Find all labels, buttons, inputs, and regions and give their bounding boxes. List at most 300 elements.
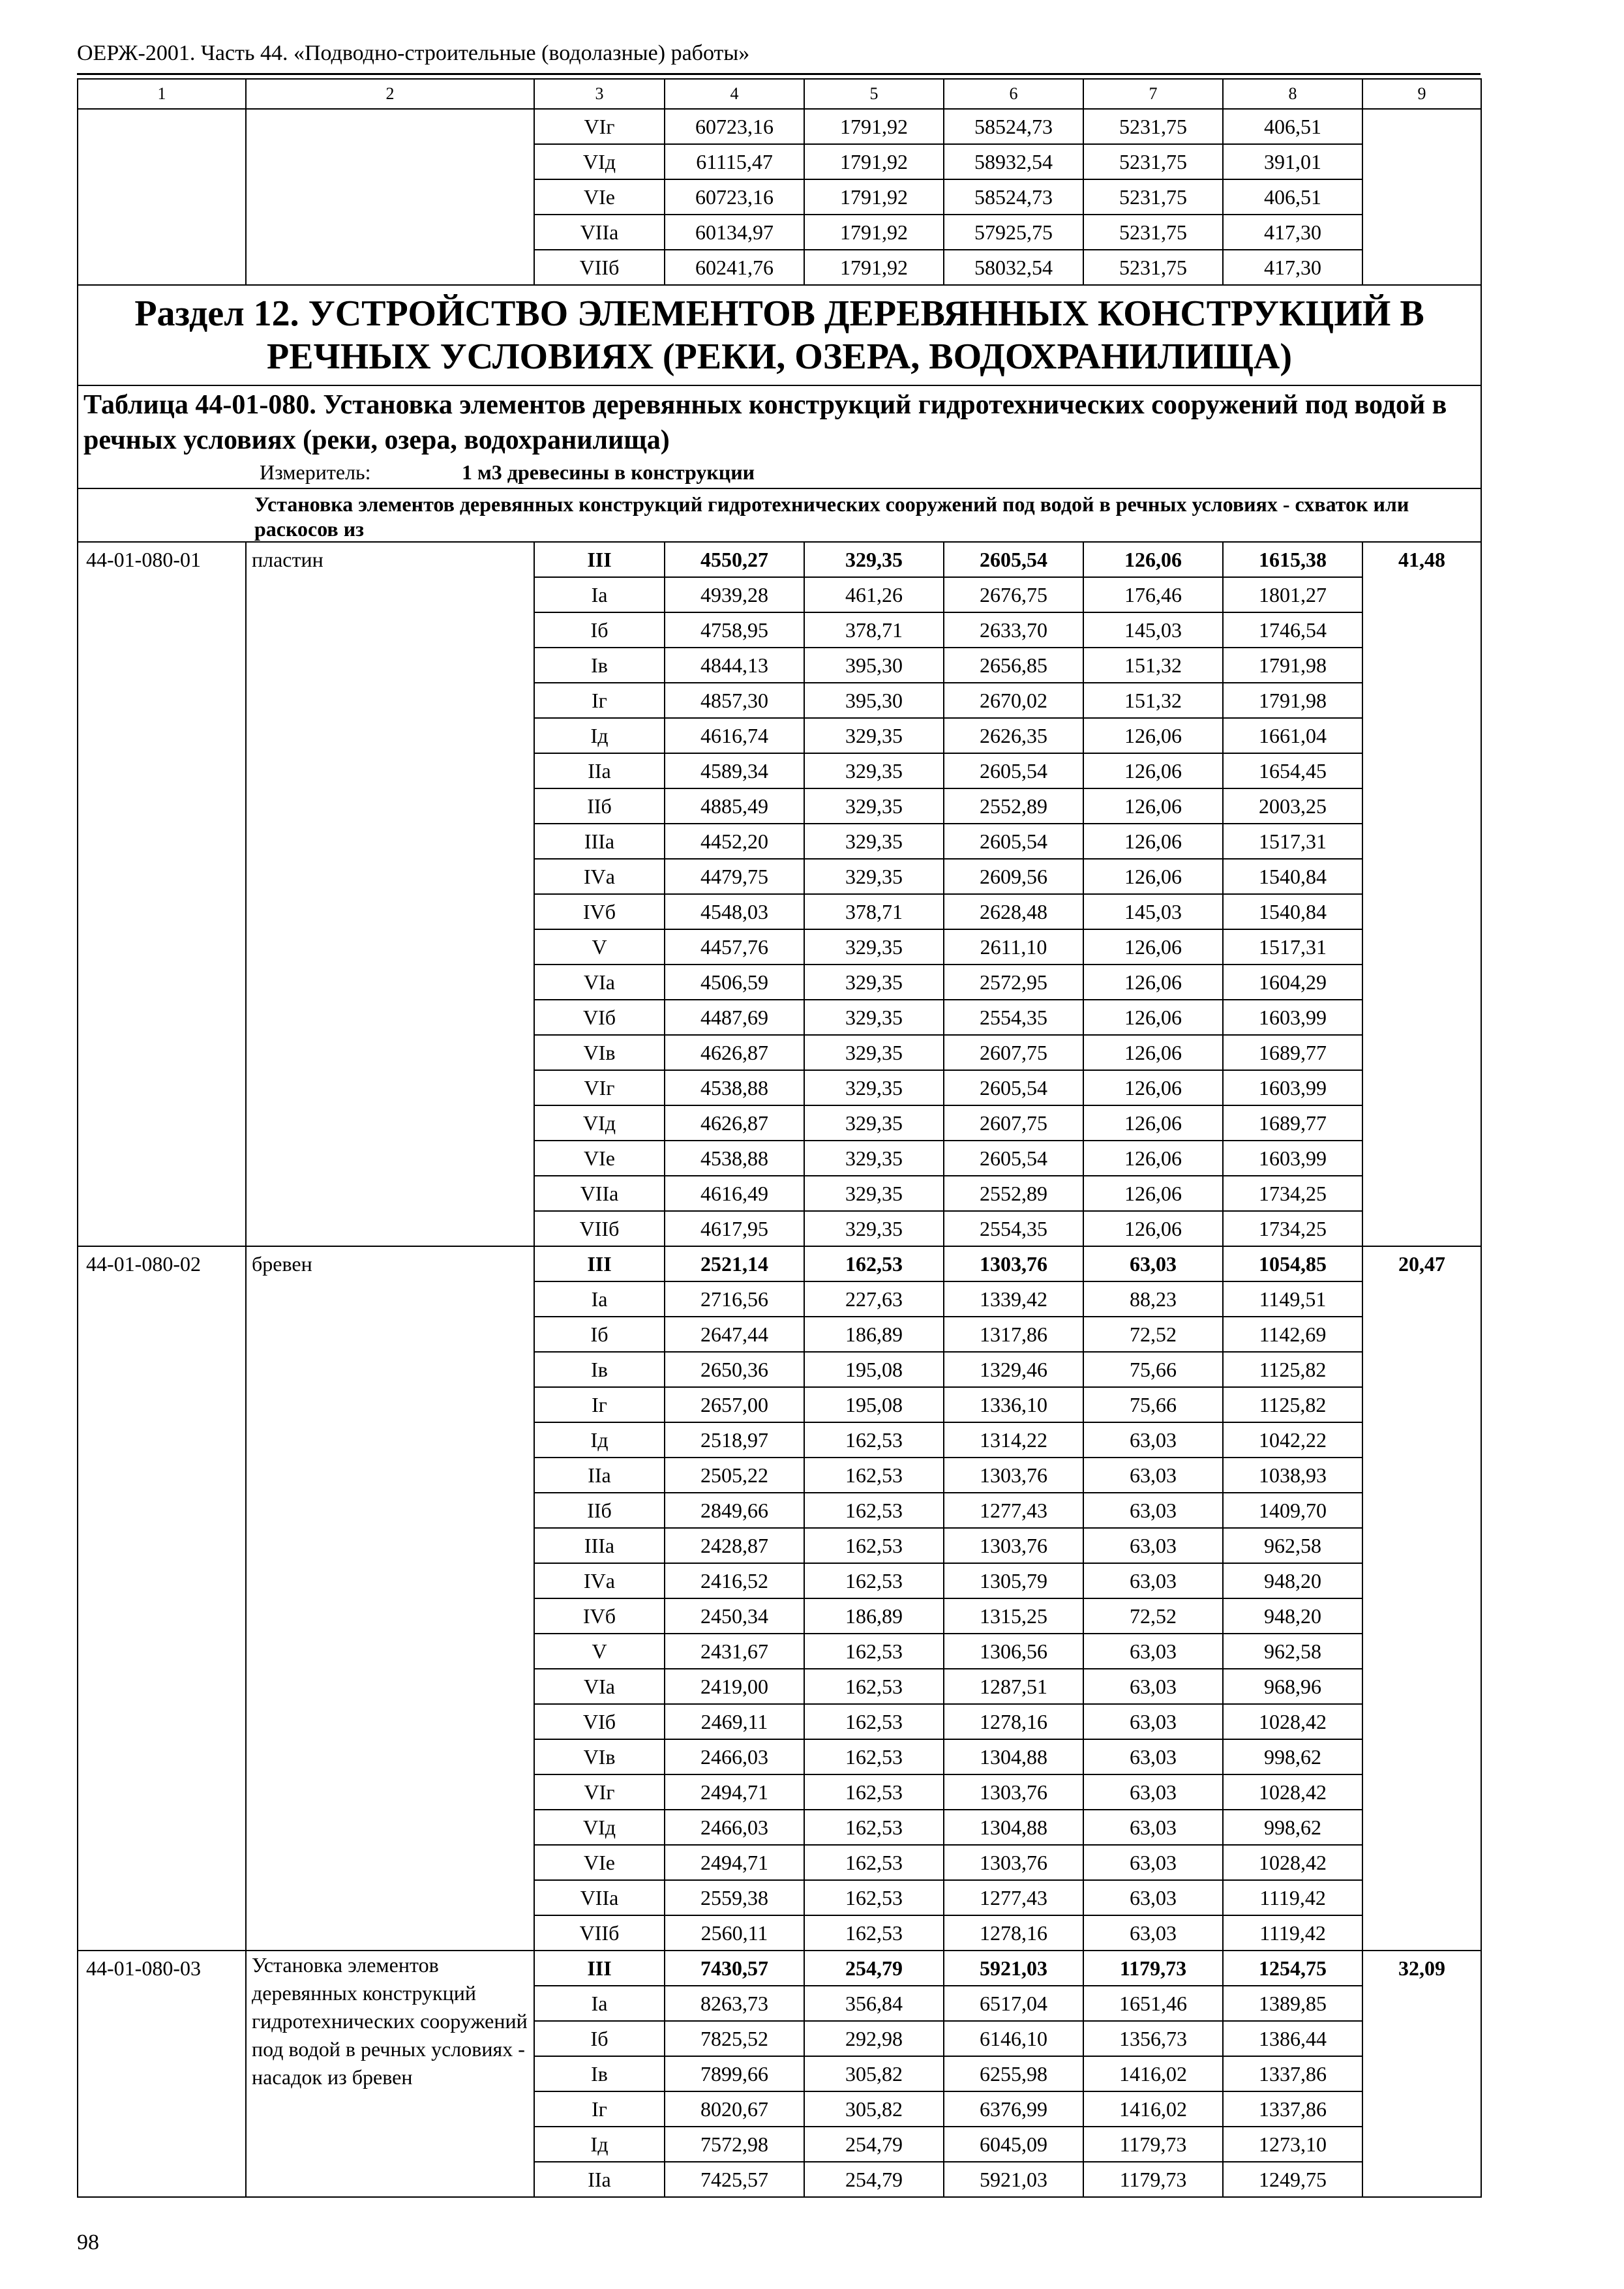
value-cell: 1317,86 [944,1317,1083,1352]
value-cell: 2494,71 [665,1845,804,1880]
value-cell: 6376,99 [944,2091,1083,2127]
value-cell: 2003,25 [1223,788,1362,824]
value-cell: 329,35 [804,859,944,894]
page-number: 98 [77,2230,99,2254]
zone-cell: VIе [534,1141,665,1176]
zone-cell: VIг [534,1774,665,1810]
value-cell: 1249,75 [1223,2162,1362,2197]
column-number: 5 [804,79,944,109]
code-cell: 44-01-080-01 [78,542,246,1246]
value-cell: 126,06 [1083,1141,1223,1176]
zone-cell: VIг [534,109,665,144]
value-cell: 6517,04 [944,1986,1083,2021]
value-cell: 2554,35 [944,1211,1083,1246]
value-cell: 4589,34 [665,753,804,788]
value-cell: 4626,87 [665,1035,804,1070]
value-cell: 1791,92 [804,250,944,285]
value-cell: 948,20 [1223,1598,1362,1634]
value-cell: 1303,76 [944,1845,1083,1880]
value-cell: 2419,00 [665,1669,804,1704]
value-cell: 151,32 [1083,683,1223,718]
table-row [78,542,1481,577]
value-cell: 1125,82 [1223,1387,1362,1422]
zone-cell: VIIа [534,1176,665,1211]
value-cell: 195,08 [804,1352,944,1387]
value-cell: 1356,73 [1083,2021,1223,2056]
value-cell: 4617,95 [665,1211,804,1246]
value-cell: 176,46 [1083,577,1223,612]
value-cell: 417,30 [1223,250,1362,285]
value-cell: 948,20 [1223,1563,1362,1598]
zone-cell: IIб [534,788,665,824]
page-header: ОЕРЖ-2001. Часть 44. «Подводно-строительные (водолазные) работы» [77,41,750,65]
value-cell: 58524,73 [944,109,1083,144]
value-cell: 1734,25 [1223,1211,1362,1246]
value-cell: 2656,85 [944,648,1083,683]
value-cell: 1540,84 [1223,894,1362,929]
section-title: Раздел 12. УСТРОЙСТВО ЭЛЕМЕНТОВ ДЕРЕВЯННЫХ КОНСТРУКЦИЙ В РЕЧНЫХ УСЛОВИЯХ (РЕКИ, ОЗЕРА, ВОДОХРАНИЛИЩА) [78,285,1481,385]
value-cell: 88,23 [1083,1281,1223,1317]
value-cell: 63,03 [1083,1669,1223,1704]
value-cell: 6255,98 [944,2056,1083,2091]
value-cell: 162,53 [804,1246,944,1281]
value-cell: 1303,76 [944,1528,1083,1563]
value-cell: 1329,46 [944,1352,1083,1387]
meter-label: Измеритель: [260,460,371,484]
value-cell: 378,71 [804,612,944,648]
zone-cell: Iд [534,718,665,753]
value-cell: 162,53 [804,1528,944,1563]
value-cell: 5231,75 [1083,250,1223,285]
zone-cell: IIIа [534,824,665,859]
zone-cell: Iд [534,1422,665,1458]
zone-cell: Iб [534,2021,665,2056]
value-cell: 186,89 [804,1598,944,1634]
zone-cell: IVб [534,1598,665,1634]
value-cell: 126,06 [1083,859,1223,894]
value-cell: 162,53 [804,1915,944,1951]
value-cell: 1125,82 [1223,1352,1362,1387]
value-cell: 63,03 [1083,1810,1223,1845]
value-cell: 126,06 [1083,1105,1223,1141]
value-cell: 1304,88 [944,1810,1083,1845]
zone-cell: IVа [534,1563,665,1598]
value-cell: 126,06 [1083,1211,1223,1246]
name-cell [246,109,534,285]
value-cell: 63,03 [1083,1774,1223,1810]
value-cell: 60723,16 [665,109,804,144]
code-cell: 44-01-080-02 [78,1246,246,1951]
value-cell: 1389,85 [1223,1986,1362,2021]
value-cell: 4844,13 [665,648,804,683]
value-cell: 5231,75 [1083,144,1223,179]
value-cell: 7430,57 [665,1951,804,1986]
value-cell: 60241,76 [665,250,804,285]
value-cell: 1314,22 [944,1422,1083,1458]
value-cell: 1416,02 [1083,2056,1223,2091]
value-cell: 63,03 [1083,1704,1223,1739]
column-number-row [78,79,1481,109]
column-number: 7 [1083,79,1223,109]
zone-cell: Iв [534,648,665,683]
value-cell: 60723,16 [665,179,804,215]
value-cell: 329,35 [804,718,944,753]
value-cell: 162,53 [804,1458,944,1493]
value-cell: 162,53 [804,1704,944,1739]
value-cell: 305,82 [804,2091,944,2127]
value-cell: 395,30 [804,683,944,718]
value-cell: 126,06 [1083,965,1223,1000]
value-cell: 1386,44 [1223,2021,1362,2056]
value-cell: 151,32 [1083,648,1223,683]
value-cell: 2657,00 [665,1387,804,1422]
value-cell: 2611,10 [944,929,1083,965]
value-cell: 162,53 [804,1669,944,1704]
value-cell: 162,53 [804,1493,944,1528]
group-description: Установка элементов деревянных конструкций гидротехнических сооружений под водой в речных условиях - схваток или раскосов из [78,488,1481,542]
zone-cell: Iг [534,2091,665,2127]
value-cell: 162,53 [804,1880,944,1915]
zone-cell: V [534,929,665,965]
value-cell: 2849,66 [665,1493,804,1528]
value-cell: 1278,16 [944,1704,1083,1739]
value-cell: 1517,31 [1223,824,1362,859]
value-cell: 4538,88 [665,1141,804,1176]
value-cell: 329,35 [804,824,944,859]
value-cell: 5231,75 [1083,179,1223,215]
value-cell: 1179,73 [1083,2127,1223,2162]
value-cell: 1791,92 [804,215,944,250]
value-cell: 4885,49 [665,788,804,824]
value-cell: 329,35 [804,1105,944,1141]
value-cell: 1689,77 [1223,1105,1362,1141]
value-cell: 2572,95 [944,965,1083,1000]
meter-value: 1 м3 древесины в конструкции [462,460,755,484]
value-cell: 186,89 [804,1317,944,1352]
value-cell: 162,53 [804,1739,944,1774]
column-number: 8 [1223,79,1362,109]
norm-cell [1362,109,1481,285]
value-cell: 2605,54 [944,753,1083,788]
value-cell: 2605,54 [944,1070,1083,1105]
zone-cell: IVа [534,859,665,894]
value-cell: 356,84 [804,1986,944,2021]
value-cell: 1337,86 [1223,2091,1362,2127]
value-cell: 4457,76 [665,929,804,965]
value-cell: 292,98 [804,2021,944,2056]
value-cell: 126,06 [1083,1035,1223,1070]
name-cell: пластин [246,542,534,1246]
value-cell: 1273,10 [1223,2127,1362,2162]
name-cell: бревен [246,1246,534,1951]
value-cell: 254,79 [804,2127,944,2162]
value-cell: 4616,49 [665,1176,804,1211]
value-cell: 2628,48 [944,894,1083,929]
section-row [78,285,1481,385]
zone-cell: VIIб [534,1915,665,1951]
value-cell: 1339,42 [944,1281,1083,1317]
value-cell: 2716,56 [665,1281,804,1317]
value-cell: 5231,75 [1083,109,1223,144]
value-cell: 1654,45 [1223,753,1362,788]
value-cell: 75,66 [1083,1352,1223,1387]
value-cell: 162,53 [804,1634,944,1669]
zone-cell: VIд [534,1810,665,1845]
value-cell: 2450,34 [665,1598,804,1634]
value-cell: 2607,75 [944,1105,1083,1141]
zone-cell: VIIб [534,1211,665,1246]
zone-cell: VIг [534,1070,665,1105]
value-cell: 1149,51 [1223,1281,1362,1317]
value-cell: 4616,74 [665,718,804,753]
zone-cell: VIIа [534,1880,665,1915]
value-cell: 2552,89 [944,788,1083,824]
value-cell: 1604,29 [1223,965,1362,1000]
value-cell: 5231,75 [1083,215,1223,250]
zone-cell: III [534,542,665,577]
value-cell: 406,51 [1223,179,1362,215]
value-cell: 6045,09 [944,2127,1083,2162]
table-row [78,1951,1481,1986]
value-cell: 2559,38 [665,1880,804,1915]
value-cell: 58932,54 [944,144,1083,179]
column-number: 4 [665,79,804,109]
zone-cell: IIа [534,2162,665,2197]
value-cell: 1517,31 [1223,929,1362,965]
value-cell: 162,53 [804,1774,944,1810]
value-cell: 63,03 [1083,1634,1223,1669]
norm-cell: 32,09 [1362,1951,1481,2197]
value-cell: 7825,52 [665,2021,804,2056]
value-cell: 7572,98 [665,2127,804,2162]
value-cell: 461,26 [804,577,944,612]
value-cell: 126,06 [1083,542,1223,577]
code-cell: 44-01-080-03 [78,1951,246,2197]
value-cell: 329,35 [804,1211,944,1246]
value-cell: 162,53 [804,1810,944,1845]
zone-cell: VIIа [534,215,665,250]
value-cell: 329,35 [804,1035,944,1070]
value-cell: 162,53 [804,1563,944,1598]
value-cell: 1028,42 [1223,1845,1362,1880]
zone-cell: IIб [534,1493,665,1528]
zone-cell: Iа [534,577,665,612]
column-number: 6 [944,79,1083,109]
value-cell: 1142,69 [1223,1317,1362,1352]
zone-cell: VIIб [534,250,665,285]
value-cell: 2554,35 [944,1000,1083,1035]
value-cell: 1119,42 [1223,1915,1362,1951]
zone-cell: VIд [534,1105,665,1141]
value-cell: 63,03 [1083,1739,1223,1774]
value-cell: 5921,03 [944,2162,1083,2197]
zone-cell: Iб [534,1317,665,1352]
table-row [78,1246,1481,1281]
value-cell: 57925,75 [944,215,1083,250]
value-cell: 4857,30 [665,683,804,718]
value-cell: 63,03 [1083,1458,1223,1493]
value-cell: 1304,88 [944,1739,1083,1774]
value-cell: 1791,98 [1223,683,1362,718]
norm-cell: 20,47 [1362,1246,1481,1951]
zone-cell: Iа [534,1986,665,2021]
value-cell: 305,82 [804,2056,944,2091]
value-cell: 1119,42 [1223,1880,1362,1915]
value-cell: 1254,75 [1223,1951,1362,1986]
value-cell: 1179,73 [1083,1951,1223,1986]
value-cell: 63,03 [1083,1528,1223,1563]
value-cell: 75,66 [1083,1387,1223,1422]
value-cell: 4479,75 [665,859,804,894]
zone-cell: Iв [534,1352,665,1387]
code-cell [78,109,246,285]
value-cell: 998,62 [1223,1739,1362,1774]
value-cell: 63,03 [1083,1563,1223,1598]
value-cell: 1746,54 [1223,612,1362,648]
zone-cell: Iд [534,2127,665,2162]
value-cell: 2670,02 [944,683,1083,718]
value-cell: 4550,27 [665,542,804,577]
value-cell: 968,96 [1223,1669,1362,1704]
value-cell: 391,01 [1223,144,1362,179]
value-cell: 1651,46 [1083,1986,1223,2021]
value-cell: 329,35 [804,753,944,788]
value-cell: 329,35 [804,542,944,577]
value-cell: 63,03 [1083,1493,1223,1528]
value-cell: 4758,95 [665,612,804,648]
zone-cell: VIв [534,1739,665,1774]
zone-cell: V [534,1634,665,1669]
table-title-row [78,385,1481,488]
name-cell: Установка элементов деревянных конструкций гидротехнических сооружений под водой в речных условиях - насадок из бревен [246,1951,534,2197]
value-cell: 2605,54 [944,542,1083,577]
value-cell: 1603,99 [1223,1141,1362,1176]
table-title-cell [78,385,1481,488]
zone-cell: III [534,1246,665,1281]
zone-cell: Iг [534,1387,665,1422]
value-cell: 1315,25 [944,1598,1083,1634]
value-cell: 58032,54 [944,250,1083,285]
value-cell: 126,06 [1083,753,1223,788]
value-cell: 1305,79 [944,1563,1083,1598]
value-cell: 72,52 [1083,1317,1223,1352]
value-cell: 1303,76 [944,1774,1083,1810]
value-cell: 72,52 [1083,1598,1223,1634]
value-cell: 1734,25 [1223,1176,1362,1211]
column-number: 2 [246,79,534,109]
value-cell: 126,06 [1083,718,1223,753]
value-cell: 2416,52 [665,1563,804,1598]
value-cell: 7899,66 [665,2056,804,2091]
value-cell: 1337,86 [1223,2056,1362,2091]
value-cell: 1540,84 [1223,859,1362,894]
value-cell: 63,03 [1083,1915,1223,1951]
value-cell: 2650,36 [665,1352,804,1387]
zone-cell: VIв [534,1035,665,1070]
column-number: 3 [534,79,665,109]
group-description-row [78,488,1481,542]
value-cell: 329,35 [804,1141,944,1176]
value-cell: 329,35 [804,965,944,1000]
value-cell: 145,03 [1083,894,1223,929]
value-cell: 4939,28 [665,577,804,612]
value-cell: 406,51 [1223,109,1362,144]
value-cell: 126,06 [1083,788,1223,824]
value-cell: 4506,59 [665,965,804,1000]
column-number: 1 [78,79,246,109]
column-number: 9 [1362,79,1481,109]
value-cell: 2466,03 [665,1810,804,1845]
zone-cell: Iг [534,683,665,718]
value-cell: 1336,10 [944,1387,1083,1422]
value-cell: 1028,42 [1223,1774,1362,1810]
value-cell: 1042,22 [1223,1422,1362,1458]
value-cell: 329,35 [804,1070,944,1105]
value-cell: 4538,88 [665,1070,804,1105]
zone-cell: IIIа [534,1528,665,1563]
zone-cell: VIб [534,1000,665,1035]
value-cell: 1306,56 [944,1634,1083,1669]
zone-cell: IIа [534,1458,665,1493]
value-cell: 195,08 [804,1387,944,1422]
value-cell: 1054,85 [1223,1246,1362,1281]
header-rule [77,73,1481,75]
meter-line [83,458,1475,486]
value-cell: 63,03 [1083,1845,1223,1880]
value-cell: 1661,04 [1223,718,1362,753]
value-cell: 2505,22 [665,1458,804,1493]
zone-cell: IVб [534,894,665,929]
value-cell: 2469,11 [665,1704,804,1739]
value-cell: 2494,71 [665,1774,804,1810]
value-cell: 2428,87 [665,1528,804,1563]
value-cell: 2605,54 [944,1141,1083,1176]
zone-cell: Iв [534,2056,665,2091]
value-cell: 126,06 [1083,929,1223,965]
value-cell: 4548,03 [665,894,804,929]
value-cell: 2676,75 [944,577,1083,612]
value-cell: 962,58 [1223,1528,1362,1563]
norm-cell: 41,48 [1362,542,1481,1246]
value-cell: 329,35 [804,1000,944,1035]
value-cell: 2626,35 [944,718,1083,753]
value-cell: 2609,56 [944,859,1083,894]
value-cell: 4487,69 [665,1000,804,1035]
value-cell: 2552,89 [944,1176,1083,1211]
value-cell: 8020,67 [665,2091,804,2127]
value-cell: 1409,70 [1223,1493,1362,1528]
zone-cell: VIе [534,179,665,215]
value-cell: 395,30 [804,648,944,683]
value-cell: 1801,27 [1223,577,1362,612]
zone-cell: VIб [534,1704,665,1739]
value-cell: 2605,54 [944,824,1083,859]
value-cell: 254,79 [804,1951,944,1986]
value-cell: 1038,93 [1223,1458,1362,1493]
value-cell: 1303,76 [944,1246,1083,1281]
value-cell: 162,53 [804,1422,944,1458]
value-cell: 1689,77 [1223,1035,1362,1070]
value-cell: 126,06 [1083,824,1223,859]
value-cell: 2647,44 [665,1317,804,1352]
zone-cell: IIа [534,753,665,788]
value-cell: 58524,73 [944,179,1083,215]
value-cell: 2518,97 [665,1422,804,1458]
table-row [78,109,1481,144]
value-cell: 63,03 [1083,1880,1223,1915]
value-cell: 8263,73 [665,1986,804,2021]
value-cell: 162,53 [804,1845,944,1880]
